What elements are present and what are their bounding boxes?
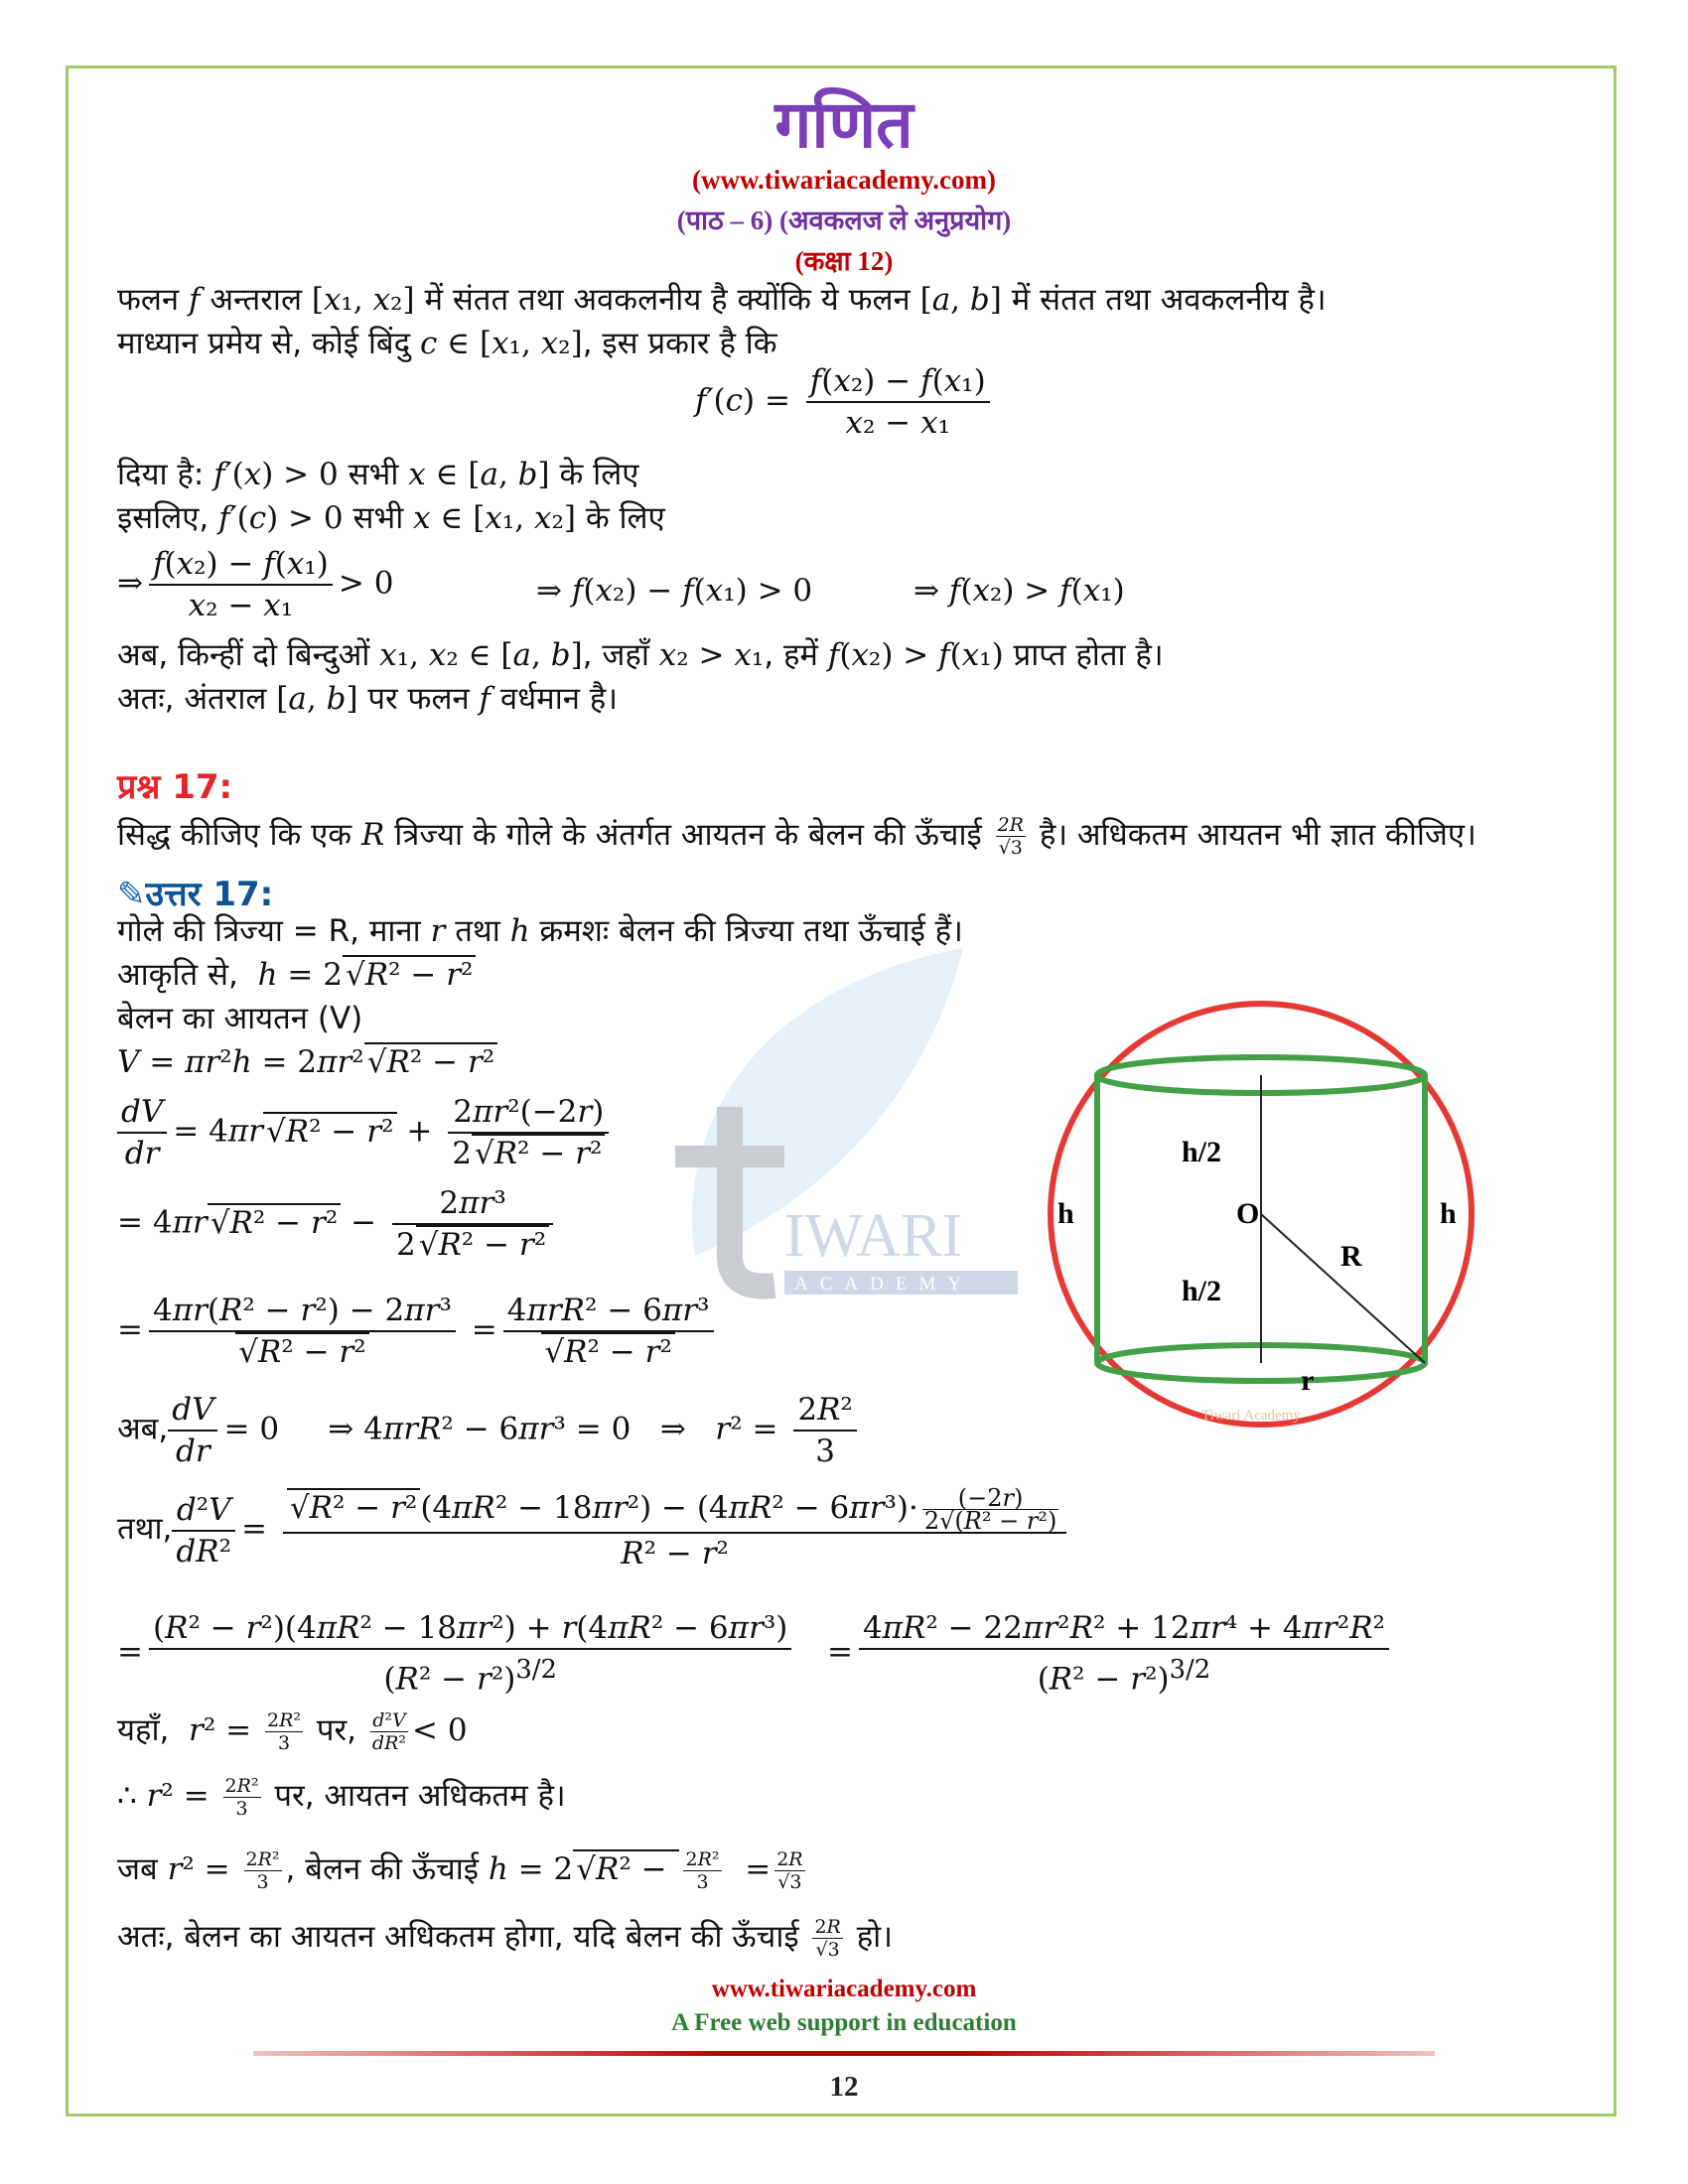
text-line: यहाँ, r² = $\frac{\text{2R²}}{3}$ पर, $\frac{\text{d²V}}{\text{dR²}}$ < 0: [117, 1709, 468, 1754]
final-line: अतः, बेलन का आयतन अधिकतम होगा, यदि बेलन की ऊँचाई $\frac{2R}{√3}$ हो।: [117, 1916, 893, 1961]
mvt-equation: f′(c) = $\frac{\text{f(x₂) − f(x₁)}}{\text{x₂ − x₁}}$: [695, 361, 996, 443]
text-line: बेलन का आयतन (V): [117, 1001, 363, 1036]
text-line: इसलिए, f′(c) > 0 सभी x ∈ [x₁, x₂] के लिए: [117, 500, 665, 536]
question-label: प्रश्न 17:: [117, 767, 233, 807]
label-center: O: [1236, 1197, 1260, 1230]
label-h2-top: h/2: [1182, 1136, 1222, 1168]
label-h-right: h: [1440, 1197, 1457, 1230]
header-class: (कक्षा 12): [794, 246, 894, 276]
text-line: दिया है: f′(x) > 0 सभी x ∈ [a, b] के लिए: [117, 457, 639, 492]
watermark-text: IWARI: [784, 1202, 963, 1270]
label-h-left: h: [1057, 1197, 1074, 1230]
derivative-equation: = $\frac{\text{4πr(R² − r²) − 2πr³}}{\text{√R² − r²}}$ = $\frac{\text{4πrR² − 6πr³}}{\text{√R² − r²}}$: [117, 1291, 720, 1372]
footer-website[interactable]: www.tiwariacademy.com: [711, 1976, 977, 2002]
inequality-line: ⇒ f(x₂) − f(x₁) > 0: [536, 573, 813, 609]
text-line: अतः, अंतराल [a, b] पर फलन f वर्धमान है।: [117, 681, 619, 717]
diagram-watermark: Tiwari Academy: [1201, 1408, 1301, 1424]
label-h2-bottom: h/2: [1182, 1275, 1222, 1307]
critical-point-line: अब, $\frac{dV}{dr}$ = 0 ⇒ 4πrR² − 6πr³ = 0 ⇒ r² = $\frac{\text{2R²}}{3}$: [117, 1390, 863, 1471]
derivative-equation: $\frac{dV}{dr}$ = 4πr√R² − r² + $\frac{\text{2πr²(−2r)}}{\text{2√R² − r²}}$: [117, 1092, 615, 1173]
inequality-line: ⇒ f(x₂) > f(x₁): [914, 573, 1125, 609]
label-R: R: [1340, 1240, 1362, 1273]
answer-label: ✎उत्तर 17:: [117, 875, 274, 914]
question-text: सिद्ध कीजिए कि एक R त्रिज्या के गोले के अंतर्गत आयतन के बेलन की ऊँचाई $\frac{2R}{√3}$ है। अधिकतम आयतन भी ज्ञात कीजिए।: [117, 814, 1477, 859]
answer-icon: ✎: [117, 875, 146, 914]
text-line: अब, किन्हीं दो बिन्दुओं x₁, x₂ ∈ [a, b], जहाँ x₂ > x₁, हमें f(x₂) > f(x₁) प्राप्त होता है।: [117, 637, 1164, 673]
second-derivative-line: = $\frac{\text{(R² − r²)(4πR² − 18πr²) + r(4πR² − 6πr³)}}{(R^2 - r^2)^{3/2}}$ = $\frac{\text{4πR² − 22πr²R² + 12πr⁴ + 4πr²R²}}{(R^2 - r^2)^{3/2}}$: [117, 1608, 1395, 1699]
tiwari-watermark-logo: [635, 928, 1033, 1345]
header-website: (www.tiwariacademy.com): [692, 165, 996, 195]
footer-tagline: A Free web support in education: [671, 2009, 1017, 2036]
text-line: माध्यान प्रमेय से, कोई बिंदु c ∈ [x₁, x₂], इस प्रकार है कि: [117, 326, 777, 361]
sphere-cylinder-diagram: [1043, 983, 1479, 1449]
derivative-equation: = 4πr√R² − r² − $\frac{\text{2πr³}}{\text{2√R² − r²}}$: [117, 1183, 559, 1265]
watermark-sub: ACADEMY: [794, 1274, 974, 1295]
label-r: r: [1301, 1364, 1315, 1397]
footer-divider: [253, 2051, 1435, 2056]
inequality-line: ⇒ $\frac{\text{f(x₂) − f(x₁)}}{\text{x₂ − x₁}}$ > 0: [117, 546, 394, 623]
header-chapter: (पाठ – 6) (अवकलज ले अनुप्रयोग): [676, 205, 1012, 235]
text-line: जब r² = $\frac{\text{2R²}}{3}$ , बेलन की ऊँचाई h = 2√R² − $\frac{\text{2R²}}{3}$ = $\frac{2R}{√3}$: [117, 1848, 803, 1893]
text-line: ∴ r² = $\frac{\text{2R²}}{3}$ पर, आयतन अधिकतम है।: [117, 1775, 566, 1820]
page-number: 12: [829, 2071, 859, 2103]
text-line: आकृति से, h = 2√R² − r²: [117, 955, 476, 995]
text-line: गोले की त्रिज्या = R, माना r तथा h क्रमशः बेलन की त्रिज्या तथा ऊँचाई हैं।: [117, 913, 963, 949]
second-derivative-line: तथा, $\frac{\text{d²V}}{\text{dR²}}$ = √R² − r²(4πR² − 18πr²) − (4πR² − 6πr³)· $\frac{(-2r)}{\text{2√(R² − r²)}}$ R² − r²: [117, 1487, 1072, 1573]
page-title: गणित: [774, 86, 914, 163]
text-line: फलन f अन्तराल [x₁, x₂] में संतत तथा अवकलनीय है क्योंकि ये फलन [a, b] में संतत तथा अवकलनीय है।: [117, 282, 1327, 318]
volume-equation: V = πr²h = 2πr²√R² − r²: [117, 1042, 497, 1082]
